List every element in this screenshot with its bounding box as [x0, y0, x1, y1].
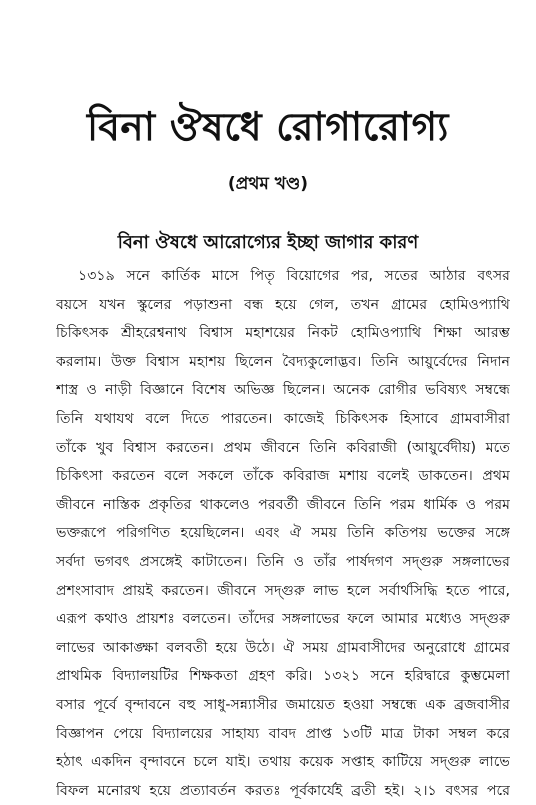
text-line: বয়সে যখন স্কুলের পড়াশুনা বন্ধ হয়ে গেল, তখন গ্রামের হোমিওপ্যাথি [56, 296, 510, 313]
page-title: বিনা ঔষধে রোগারোগ্য [87, 105, 449, 150]
text-line: তাঁকে খুব বিশ্বাস করতেন। প্রথম জীবনে তিনি কবিরাজী (আয়ুর্বেদীয়) মতে [56, 439, 510, 456]
text-line: এরূপ কথাও প্রায়শঃ বলতেন। তাঁদের সঙ্গলাভের ফলে আমার মধ্যেও সদ্গুরু [56, 611, 510, 628]
text-line: চিকিৎসক শ্রীহরেশ্বনাথ বিশ্বাস মহাশয়ের নিকট হোমিওপ্যাথি শিক্ষা আরম্ভ [56, 325, 510, 342]
text-line: ১৩১৯ সনে কার্তিক মাসে পিতৃ বিয়োগের পর, সতের আঠার বৎসর [78, 268, 510, 284]
text-line: হঠাৎ একদিন বৃন্দাবনে চলে যাই। তথায় কয়েক সপ্তাহ কাটিয়ে সদ্গুরু লাভে [56, 754, 510, 771]
text-line: ভক্তরূপে পরিগণিত হয়েছিলেন। এবং ঐ সময় তিনি কতিপয় ভক্তের সঙ্গে [56, 525, 510, 542]
body-text [56, 262, 510, 805]
text-line: জীবনে নাস্তিক প্রকৃতির থাকলেও পরবর্তী জীবনে তিনি পরম ধার্মিক ও পরম [56, 496, 510, 513]
page-subtitle: (প্রথম খণ্ড) [227, 174, 309, 194]
text-line: সর্বদা ভগবৎ প্রসঙ্গেই কাটাতেন। তিনি ও তাঁর পার্ষদগণ সদ্গুরু সঙ্গলাভের [56, 553, 510, 570]
text-line: বিফল মনোরথ হয়ে প্রত্যাবর্তন করতঃ পূর্বকার্যেই ব্রতী হই। ২।১ বৎসর পরে [56, 782, 510, 799]
text-line: বিজ্ঞাপন পেয়ে বিদ্যালয়ের সাহায্য বাবদ প্রাপ্ত ১৩টি মাত্র টাকা সম্বল করে [56, 725, 510, 742]
text-line: প্রশংসাবাদ প্রায়ই করতেন। জীবনে সদ্গুরু লাভ হলে সর্বার্থসিদ্ধি হতে পারে, [56, 582, 510, 599]
text-line: তিনি যথাযথ বলে দিতে পারতেন। কাজেই চিকিৎসক হিসাবে গ্রামবাসীরা [56, 410, 510, 427]
text-line: লাভের আকাঙ্ক্ষা বলবতী হয়ে উঠে। ঐ সময় গ্রামবাসীদের অনুরোধে গ্রামের [56, 639, 510, 656]
text-line: চিকিৎসা করতেন বলে সকলে তাঁকে কবিরাজ মশায় বলেই ডাকতেন। প্রথম [56, 468, 510, 485]
text-line: প্রাথমিক বিদ্যালয়টির শিক্ষকতা গ্রহণ করি। ১৩২১ সনে হরিদ্বারে কুম্ভমেলা [56, 668, 510, 685]
text-line: শাস্ত্র ও নাড়ী বিজ্ঞানে বিশেষ অভিজ্ঞ ছিলেন। অনেক রোগীর ভবিষ্যৎ সম্বন্ধে [56, 382, 510, 399]
text-line: বসার পূর্বে বৃন্দাবনে বহু সাধু-সন্ন্যাসীর জমায়েত হওয়া সম্বন্ধে এক ব্রজবাসীর [56, 696, 510, 713]
text-line: করলাম। উক্ত বিশ্বাস মহাশয় ছিলেন বৈদ্যকুলোদ্ভব। তিনি আয়ুর্বেদের নিদান [56, 353, 510, 370]
section-heading: বিনা ঔষধে আরোগ্যের ইচ্ছা জাগার কারণ [117, 232, 419, 253]
